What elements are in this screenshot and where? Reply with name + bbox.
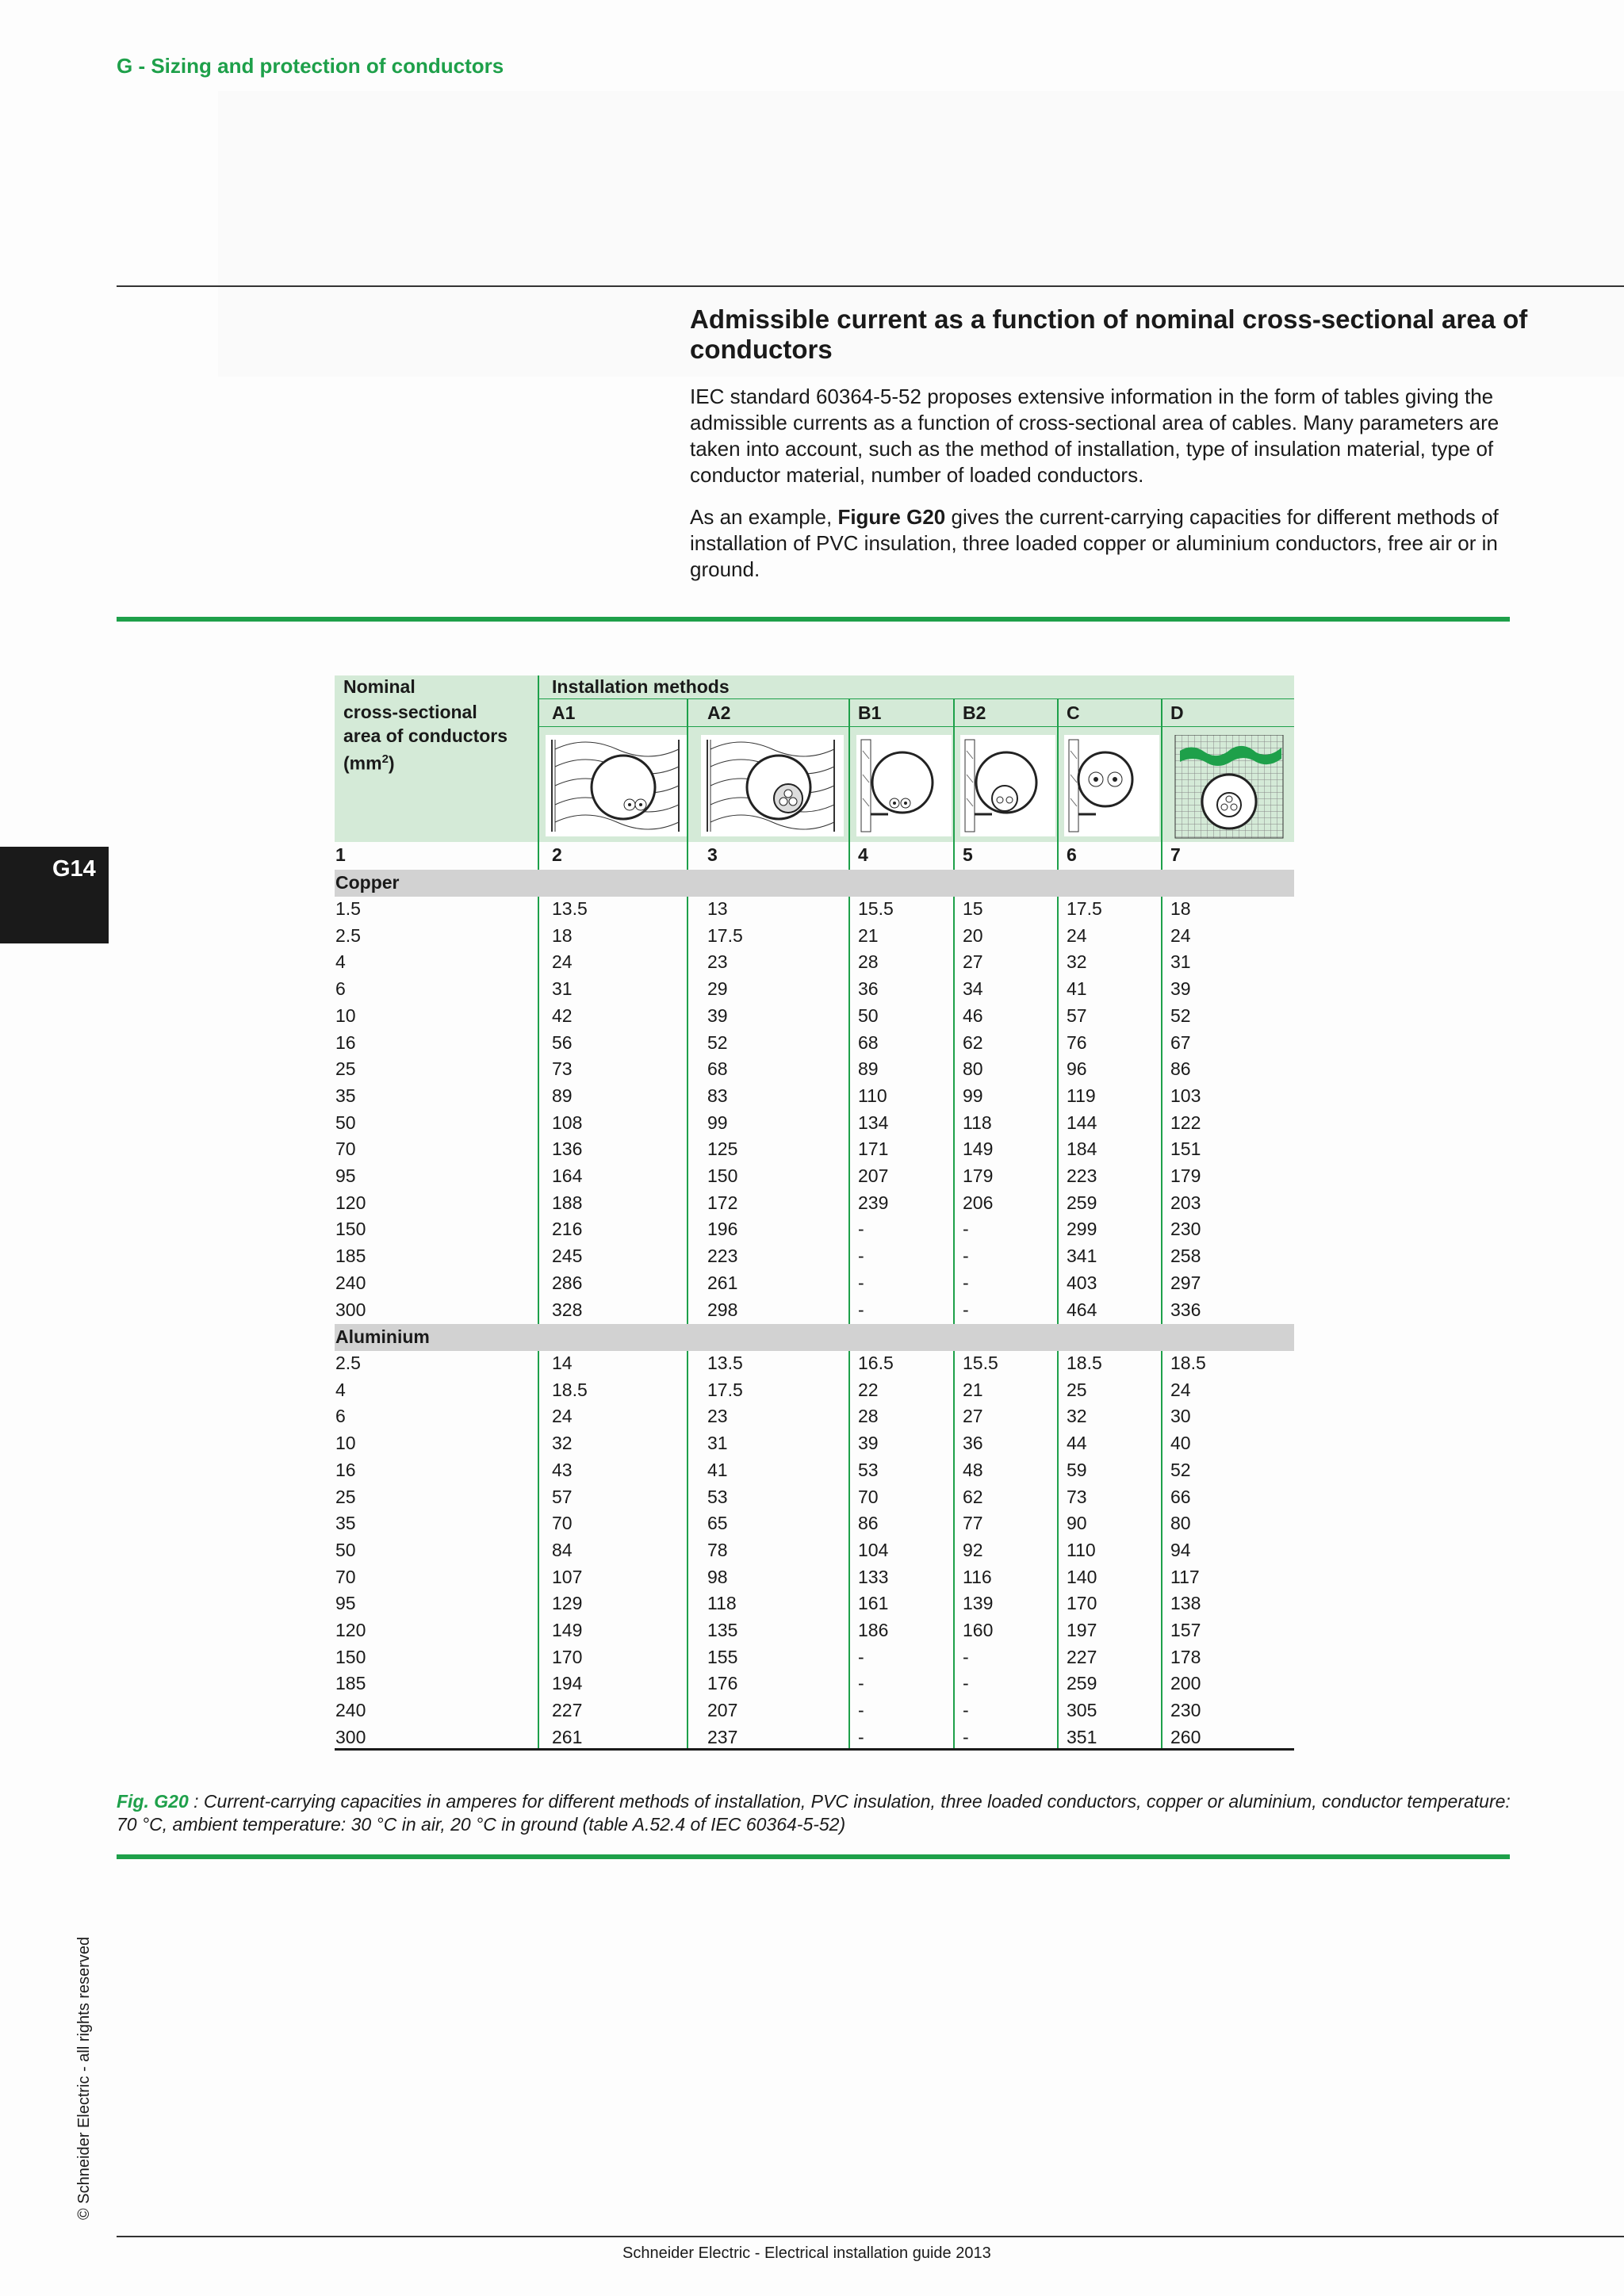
- col-divider-1: [538, 675, 539, 1749]
- copper-cell: 86: [1170, 1058, 1191, 1080]
- aluminium-cell: 107: [552, 1566, 583, 1587]
- aluminium-cell: 140: [1067, 1566, 1097, 1587]
- copper-cell: 118: [963, 1112, 992, 1133]
- aluminium-cell: 22: [858, 1379, 879, 1400]
- aluminium-cell: 43: [552, 1459, 573, 1480]
- copper-cell: 24: [552, 951, 573, 973]
- aluminium-cell: 62: [963, 1486, 983, 1507]
- aluminium-cell: 104: [858, 1539, 889, 1560]
- aluminium-cell: 240: [335, 1700, 366, 1721]
- aluminium-cell: 24: [552, 1406, 573, 1427]
- copper-cell: 286: [552, 1272, 583, 1293]
- copper-cell: 68: [707, 1058, 728, 1080]
- copper-cell: 18: [1170, 898, 1191, 919]
- col-divider-2: [687, 698, 688, 1749]
- copper-cell: 17.5: [1067, 898, 1102, 919]
- aluminium-cell: 95: [335, 1593, 356, 1614]
- copper-cell: 149: [963, 1138, 994, 1160]
- aluminium-cell: 135: [707, 1620, 738, 1640]
- copper-band: [335, 870, 1294, 897]
- copper-cell: 259: [1067, 1192, 1097, 1213]
- copper-cell: 6: [335, 978, 346, 1000]
- copper-cell: -: [858, 1299, 864, 1320]
- copper-cell: 31: [552, 978, 573, 1000]
- aluminium-cell: 4: [335, 1379, 346, 1400]
- aluminium-cell: 178: [1170, 1646, 1201, 1667]
- caption-text: : Current-carrying capacities in amperes for different methods of installation, PVC insulation, three loaded conductors, copper or aluminium, conductor temperature: 70 °C, ambient temperature: 30 °C in air, 20 °C in ground (table A.52.4 of IEC 60364-5-52): [117, 1791, 1511, 1835]
- aluminium-cell: 18.5: [552, 1379, 588, 1400]
- copper-cell: 144: [1067, 1112, 1097, 1133]
- copper-cell: 31: [1170, 951, 1191, 973]
- copper-cell: 125: [707, 1138, 738, 1160]
- aluminium-cell: 2.5: [335, 1353, 361, 1373]
- aluminium-cell: 230: [1170, 1700, 1201, 1721]
- aluminium-cell: -: [963, 1673, 969, 1694]
- copper-cell: 245: [552, 1246, 583, 1267]
- aluminium-cell: 32: [552, 1433, 573, 1454]
- copper-cell: 171: [858, 1138, 889, 1160]
- col-divider-4: [953, 698, 955, 1749]
- b2-installation-diagram: [960, 735, 1055, 836]
- copper-cell: 96: [1067, 1058, 1087, 1080]
- green-rule-bottom: [117, 1854, 1510, 1859]
- header-divider: [539, 698, 1294, 699]
- method-a1: A1: [552, 702, 576, 723]
- aluminium-cell: 118: [707, 1593, 737, 1614]
- copper-cell: 15: [963, 898, 983, 919]
- aluminium-cell: 28: [858, 1406, 879, 1427]
- copper-cell: 80: [963, 1058, 983, 1080]
- aluminium-cell: 73: [1067, 1486, 1087, 1507]
- copper-cell: 89: [552, 1085, 573, 1106]
- aluminium-cell: 24: [1170, 1379, 1191, 1400]
- copper-cell: 24: [1067, 924, 1087, 946]
- copper-cell: 336: [1170, 1299, 1201, 1320]
- copper-cell: 172: [707, 1192, 738, 1213]
- aluminium-cell: 36: [963, 1433, 983, 1454]
- aluminium-cell: 149: [552, 1620, 583, 1640]
- copper-cell: -: [963, 1246, 969, 1267]
- copper-cell: 206: [963, 1192, 994, 1213]
- a2-installation-diagram: [701, 735, 844, 836]
- aluminium-cell: 66: [1170, 1486, 1191, 1507]
- aluminium-cell: 351: [1067, 1726, 1097, 1747]
- copper-cell: 223: [707, 1246, 738, 1267]
- aluminium-cell: 110: [1067, 1539, 1096, 1560]
- aluminium-cell: 25: [335, 1486, 356, 1507]
- column-number: 2: [552, 844, 562, 865]
- aluminium-cell: -: [858, 1700, 864, 1721]
- aluminium-cell: -: [963, 1726, 969, 1747]
- method-d: D: [1170, 702, 1184, 723]
- col-divider-5: [1057, 698, 1059, 1749]
- aluminium-cell: 129: [552, 1593, 583, 1614]
- aluminium-cell: -: [858, 1646, 864, 1667]
- aluminium-cell: 157: [1170, 1620, 1201, 1640]
- copper-cell: 56: [552, 1031, 573, 1053]
- copper-cell: 164: [552, 1165, 583, 1186]
- aluminium-cell: 78: [707, 1539, 728, 1560]
- aluminium-cell: 41: [707, 1459, 728, 1480]
- aluminium-cell: 16.5: [858, 1353, 894, 1373]
- copper-cell: 29: [707, 978, 728, 1000]
- copper-cell: 179: [1170, 1165, 1201, 1186]
- copper-cell: 52: [707, 1031, 728, 1053]
- aluminium-cell: 14: [552, 1353, 573, 1373]
- aluminium-cell: 44: [1067, 1433, 1087, 1454]
- aluminium-cell: 161: [858, 1593, 889, 1614]
- aluminium-cell: 138: [1170, 1593, 1201, 1614]
- copper-cell: 1.5: [335, 898, 361, 919]
- copper-cell: 46: [963, 1004, 983, 1026]
- copper-cell: 34: [963, 978, 983, 1000]
- copper-cell: 50: [858, 1004, 879, 1026]
- copper-cell: 57: [1067, 1004, 1087, 1026]
- aluminium-cell: 27: [963, 1406, 983, 1427]
- aluminium-cell: 185: [335, 1673, 366, 1694]
- aluminium-cell: 18.5: [1170, 1353, 1206, 1373]
- header-unit-close: ): [388, 752, 395, 774]
- method-a2: A2: [707, 702, 731, 723]
- aluminium-cell: 53: [707, 1486, 728, 1507]
- aluminium-cell: 39: [858, 1433, 879, 1454]
- aluminium-cell: 237: [707, 1726, 738, 1747]
- aluminium-cell: 31: [707, 1433, 728, 1454]
- header-unit-base: (mm: [343, 752, 382, 774]
- aluminium-cell: 52: [1170, 1459, 1191, 1480]
- copper-cell: 240: [335, 1272, 366, 1293]
- copper-cell: 13.5: [552, 898, 588, 919]
- copper-cell: 18: [552, 924, 573, 946]
- copper-cell: 119: [1067, 1085, 1096, 1106]
- copper-cell: 27: [963, 951, 983, 973]
- aluminium-cell: 170: [552, 1646, 583, 1667]
- aluminium-cell: 227: [1067, 1646, 1097, 1667]
- copper-cell: 188: [552, 1192, 583, 1213]
- col-divider-6: [1161, 698, 1162, 1749]
- copper-cell: 230: [1170, 1219, 1201, 1240]
- copper-cell: 68: [858, 1031, 879, 1053]
- column-number: 7: [1170, 844, 1181, 865]
- aluminium-cell: 186: [858, 1620, 889, 1640]
- copper-cell: 300: [335, 1299, 366, 1320]
- copper-cell: 13: [707, 898, 728, 919]
- copper-cell: 207: [858, 1165, 889, 1186]
- copper-cell: 20: [963, 924, 983, 946]
- copper-cell: 70: [335, 1138, 356, 1160]
- aluminium-cell: 261: [552, 1726, 583, 1747]
- copper-cell: 25: [335, 1058, 356, 1080]
- copper-cell: 184: [1067, 1138, 1097, 1160]
- aluminium-cell: -: [858, 1726, 864, 1747]
- page-tab-label: G14: [52, 856, 96, 882]
- aluminium-cell: 170: [1067, 1593, 1097, 1614]
- aluminium-cell: 260: [1170, 1726, 1201, 1747]
- col-divider-3: [848, 698, 850, 1749]
- footer-text: Schneider Electric - Electrical installation guide 2013: [622, 2244, 991, 2262]
- copper-cell: 136: [552, 1138, 583, 1160]
- aluminium-cell: 40: [1170, 1433, 1191, 1454]
- copper-cell: 62: [963, 1031, 983, 1053]
- copper-cell: 261: [707, 1272, 738, 1293]
- aluminium-cell: 70: [335, 1566, 356, 1587]
- copper-cell: 28: [858, 951, 879, 973]
- aluminium-cell: 80: [1170, 1513, 1191, 1534]
- aluminium-cell: 65: [707, 1513, 728, 1534]
- column-number: 6: [1067, 844, 1077, 865]
- aluminium-cell: 15.5: [963, 1353, 998, 1373]
- copper-cell: 103: [1170, 1085, 1201, 1106]
- aluminium-cell: 30: [1170, 1406, 1191, 1427]
- copper-cell: 216: [552, 1219, 583, 1240]
- copper-cell: 120: [335, 1192, 366, 1213]
- copper-cell: -: [858, 1272, 864, 1293]
- copper-cell: -: [858, 1219, 864, 1240]
- aluminium-cell: 207: [707, 1700, 738, 1721]
- figure-label: Fig. G20: [117, 1791, 189, 1812]
- aluminium-cell: 150: [335, 1646, 366, 1667]
- a1-installation-diagram: [546, 735, 688, 836]
- copper-cell: 328: [552, 1299, 583, 1320]
- copper-cell: 108: [552, 1112, 583, 1133]
- copper-cell: 150: [707, 1165, 738, 1186]
- copper-cell: 39: [1170, 978, 1191, 1000]
- aluminium-cell: 77: [963, 1513, 983, 1534]
- figure-reference: Figure G20: [837, 505, 946, 529]
- copper-cell: 83: [707, 1085, 728, 1106]
- example-text-after: gives the current-carrying capacities for different methods of installation of PVC insulation, three loaded copper or aluminium conductors, free air or in ground.: [690, 505, 1499, 581]
- method-b1: B1: [858, 702, 882, 723]
- example-paragraph: [690, 504, 1507, 583]
- copper-cell: 299: [1067, 1219, 1097, 1240]
- copper-cell: -: [858, 1246, 864, 1267]
- copper-cell: 151: [1170, 1138, 1201, 1160]
- aluminium-cell: 197: [1067, 1620, 1097, 1640]
- aluminium-cell: -: [963, 1646, 969, 1667]
- aluminium-cell: 70: [858, 1486, 879, 1507]
- copper-cell: 122: [1170, 1112, 1201, 1133]
- aluminium-cell: 35: [335, 1513, 356, 1534]
- aluminium-cell: 120: [335, 1620, 366, 1640]
- aluminium-cell: 32: [1067, 1406, 1087, 1427]
- copper-cell: 134: [858, 1112, 889, 1133]
- aluminium-cell: 176: [707, 1673, 738, 1694]
- copper-cell: 89: [858, 1058, 879, 1080]
- copper-cell: -: [963, 1299, 969, 1320]
- aluminium-cell: 90: [1067, 1513, 1087, 1534]
- column-number: 4: [858, 844, 868, 865]
- aluminium-cell: 53: [858, 1459, 879, 1480]
- top-rule: [117, 285, 1624, 287]
- copper-cell: 35: [335, 1085, 356, 1106]
- copper-cell: 258: [1170, 1246, 1201, 1267]
- aluminium-cell: 18.5: [1067, 1353, 1102, 1373]
- aluminium-label: Aluminium: [335, 1326, 430, 1347]
- aluminium-cell: 10: [335, 1433, 356, 1454]
- aluminium-cell: 305: [1067, 1700, 1097, 1721]
- copper-cell: 403: [1067, 1272, 1097, 1293]
- copper-cell: 150: [335, 1219, 366, 1240]
- copper-cell: 297: [1170, 1272, 1201, 1293]
- aluminium-cell: -: [963, 1700, 969, 1721]
- copyright-notice: © Schneider Electric - all rights reserved: [75, 1936, 93, 2220]
- aluminium-cell: 70: [552, 1513, 573, 1534]
- copper-cell: 24: [1170, 924, 1191, 946]
- copper-cell: 223: [1067, 1165, 1097, 1186]
- aluminium-cell: 59: [1067, 1459, 1087, 1480]
- copper-cell: 179: [963, 1165, 994, 1186]
- copper-cell: -: [963, 1272, 969, 1293]
- copper-label: Copper: [335, 872, 400, 893]
- aluminium-cell: 86: [858, 1513, 879, 1534]
- c-installation-diagram: [1064, 735, 1159, 836]
- example-text-before: As an example,: [690, 505, 838, 529]
- copper-cell: 15.5: [858, 898, 894, 919]
- method-b2: B2: [963, 702, 986, 723]
- copper-cell: 185: [335, 1246, 366, 1267]
- copper-cell: 67: [1170, 1031, 1191, 1053]
- aluminium-cell: 21: [963, 1379, 983, 1400]
- aluminium-cell: 94: [1170, 1539, 1191, 1560]
- aluminium-cell: 139: [963, 1593, 994, 1614]
- copper-cell: 41: [1067, 978, 1087, 1000]
- copper-cell: 464: [1067, 1299, 1097, 1320]
- aluminium-cell: 13.5: [707, 1353, 743, 1373]
- header-unit-sup: 2: [381, 752, 389, 766]
- copper-cell: 42: [552, 1004, 573, 1026]
- method-divider: [539, 726, 1294, 727]
- aluminium-cell: 50: [335, 1539, 356, 1560]
- aluminium-band: [335, 1324, 1294, 1351]
- b1-installation-diagram: [856, 735, 952, 836]
- aluminium-cell: 117: [1170, 1566, 1200, 1587]
- copper-cell: 16: [335, 1031, 356, 1053]
- column-number: 5: [963, 844, 973, 865]
- aluminium-cell: 160: [963, 1620, 994, 1640]
- copper-cell: 21: [858, 924, 879, 946]
- copper-cell: -: [963, 1219, 969, 1240]
- copper-cell: 52: [1170, 1004, 1191, 1026]
- aluminium-cell: 23: [707, 1406, 728, 1427]
- aluminium-cell: 17.5: [707, 1379, 743, 1400]
- header-nominal: Nominal: [343, 676, 416, 697]
- page-tab: [0, 847, 109, 943]
- copper-cell: 203: [1170, 1192, 1201, 1213]
- copper-cell: 298: [707, 1299, 738, 1320]
- method-c: C: [1067, 702, 1080, 723]
- copper-cell: 73: [552, 1058, 573, 1080]
- intro-paragraph: IEC standard 60364-5-52 proposes extensive information in the form of tables giving the admissible currents as a function of cross-sectional area of cables. Many parameters are taken into account, such as the method of installation, type of insulation material, type of conductor material, number of loaded conductors.: [690, 385, 1500, 487]
- aluminium-cell: 300: [335, 1726, 366, 1747]
- aluminium-cell: 194: [552, 1673, 583, 1694]
- section-title: G - Sizing and protection of conductors: [117, 54, 504, 78]
- header-cross-sectional: cross-sectional: [343, 702, 477, 722]
- aluminium-cell: 16: [335, 1459, 356, 1480]
- table-bottom-rule: [335, 1748, 1294, 1751]
- copper-cell: 239: [858, 1192, 889, 1213]
- copper-cell: 39: [707, 1004, 728, 1026]
- copper-cell: 10: [335, 1004, 356, 1026]
- green-rule-top: [117, 617, 1510, 622]
- copper-cell: 196: [707, 1219, 738, 1240]
- aluminium-cell: 155: [707, 1646, 738, 1667]
- aluminium-cell: 92: [963, 1539, 983, 1560]
- copper-cell: 110: [858, 1085, 887, 1106]
- copper-cell: 95: [335, 1165, 356, 1186]
- aluminium-cell: 57: [552, 1486, 573, 1507]
- aluminium-cell: 259: [1067, 1673, 1097, 1694]
- aluminium-cell: 48: [963, 1459, 983, 1480]
- copper-cell: 17.5: [707, 924, 743, 946]
- copper-cell: 99: [963, 1085, 983, 1106]
- aluminium-cell: 200: [1170, 1673, 1201, 1694]
- aluminium-cell: 98: [707, 1566, 728, 1587]
- d-installation-diagram: [1169, 735, 1288, 842]
- copper-cell: 36: [858, 978, 879, 1000]
- header-area: area of conductors: [343, 725, 508, 746]
- column-number: 3: [707, 844, 718, 865]
- copper-cell: 76: [1067, 1031, 1087, 1053]
- copper-cell: 4: [335, 951, 346, 973]
- footer-rule: [117, 2236, 1624, 2237]
- copper-cell: 2.5: [335, 924, 361, 946]
- header-installation-methods: Installation methods: [552, 676, 730, 697]
- header-unit: [343, 748, 395, 775]
- section-heading: Admissible current as a function of nominal cross-sectional area of conductors: [690, 304, 1528, 364]
- copper-cell: 99: [707, 1112, 728, 1133]
- aluminium-cell: 133: [858, 1566, 889, 1587]
- aluminium-cell: 25: [1067, 1379, 1087, 1400]
- copper-cell: 23: [707, 951, 728, 973]
- aluminium-cell: 227: [552, 1700, 583, 1721]
- aluminium-cell: 6: [335, 1406, 346, 1427]
- aluminium-cell: 84: [552, 1539, 573, 1560]
- column-number: 1: [335, 844, 346, 865]
- copper-cell: 341: [1067, 1246, 1097, 1267]
- aluminium-cell: 116: [963, 1566, 992, 1587]
- copper-cell: 32: [1067, 951, 1087, 973]
- copper-cell: 50: [335, 1112, 356, 1133]
- figure-caption: [117, 1790, 1512, 1836]
- aluminium-cell: -: [858, 1673, 864, 1694]
